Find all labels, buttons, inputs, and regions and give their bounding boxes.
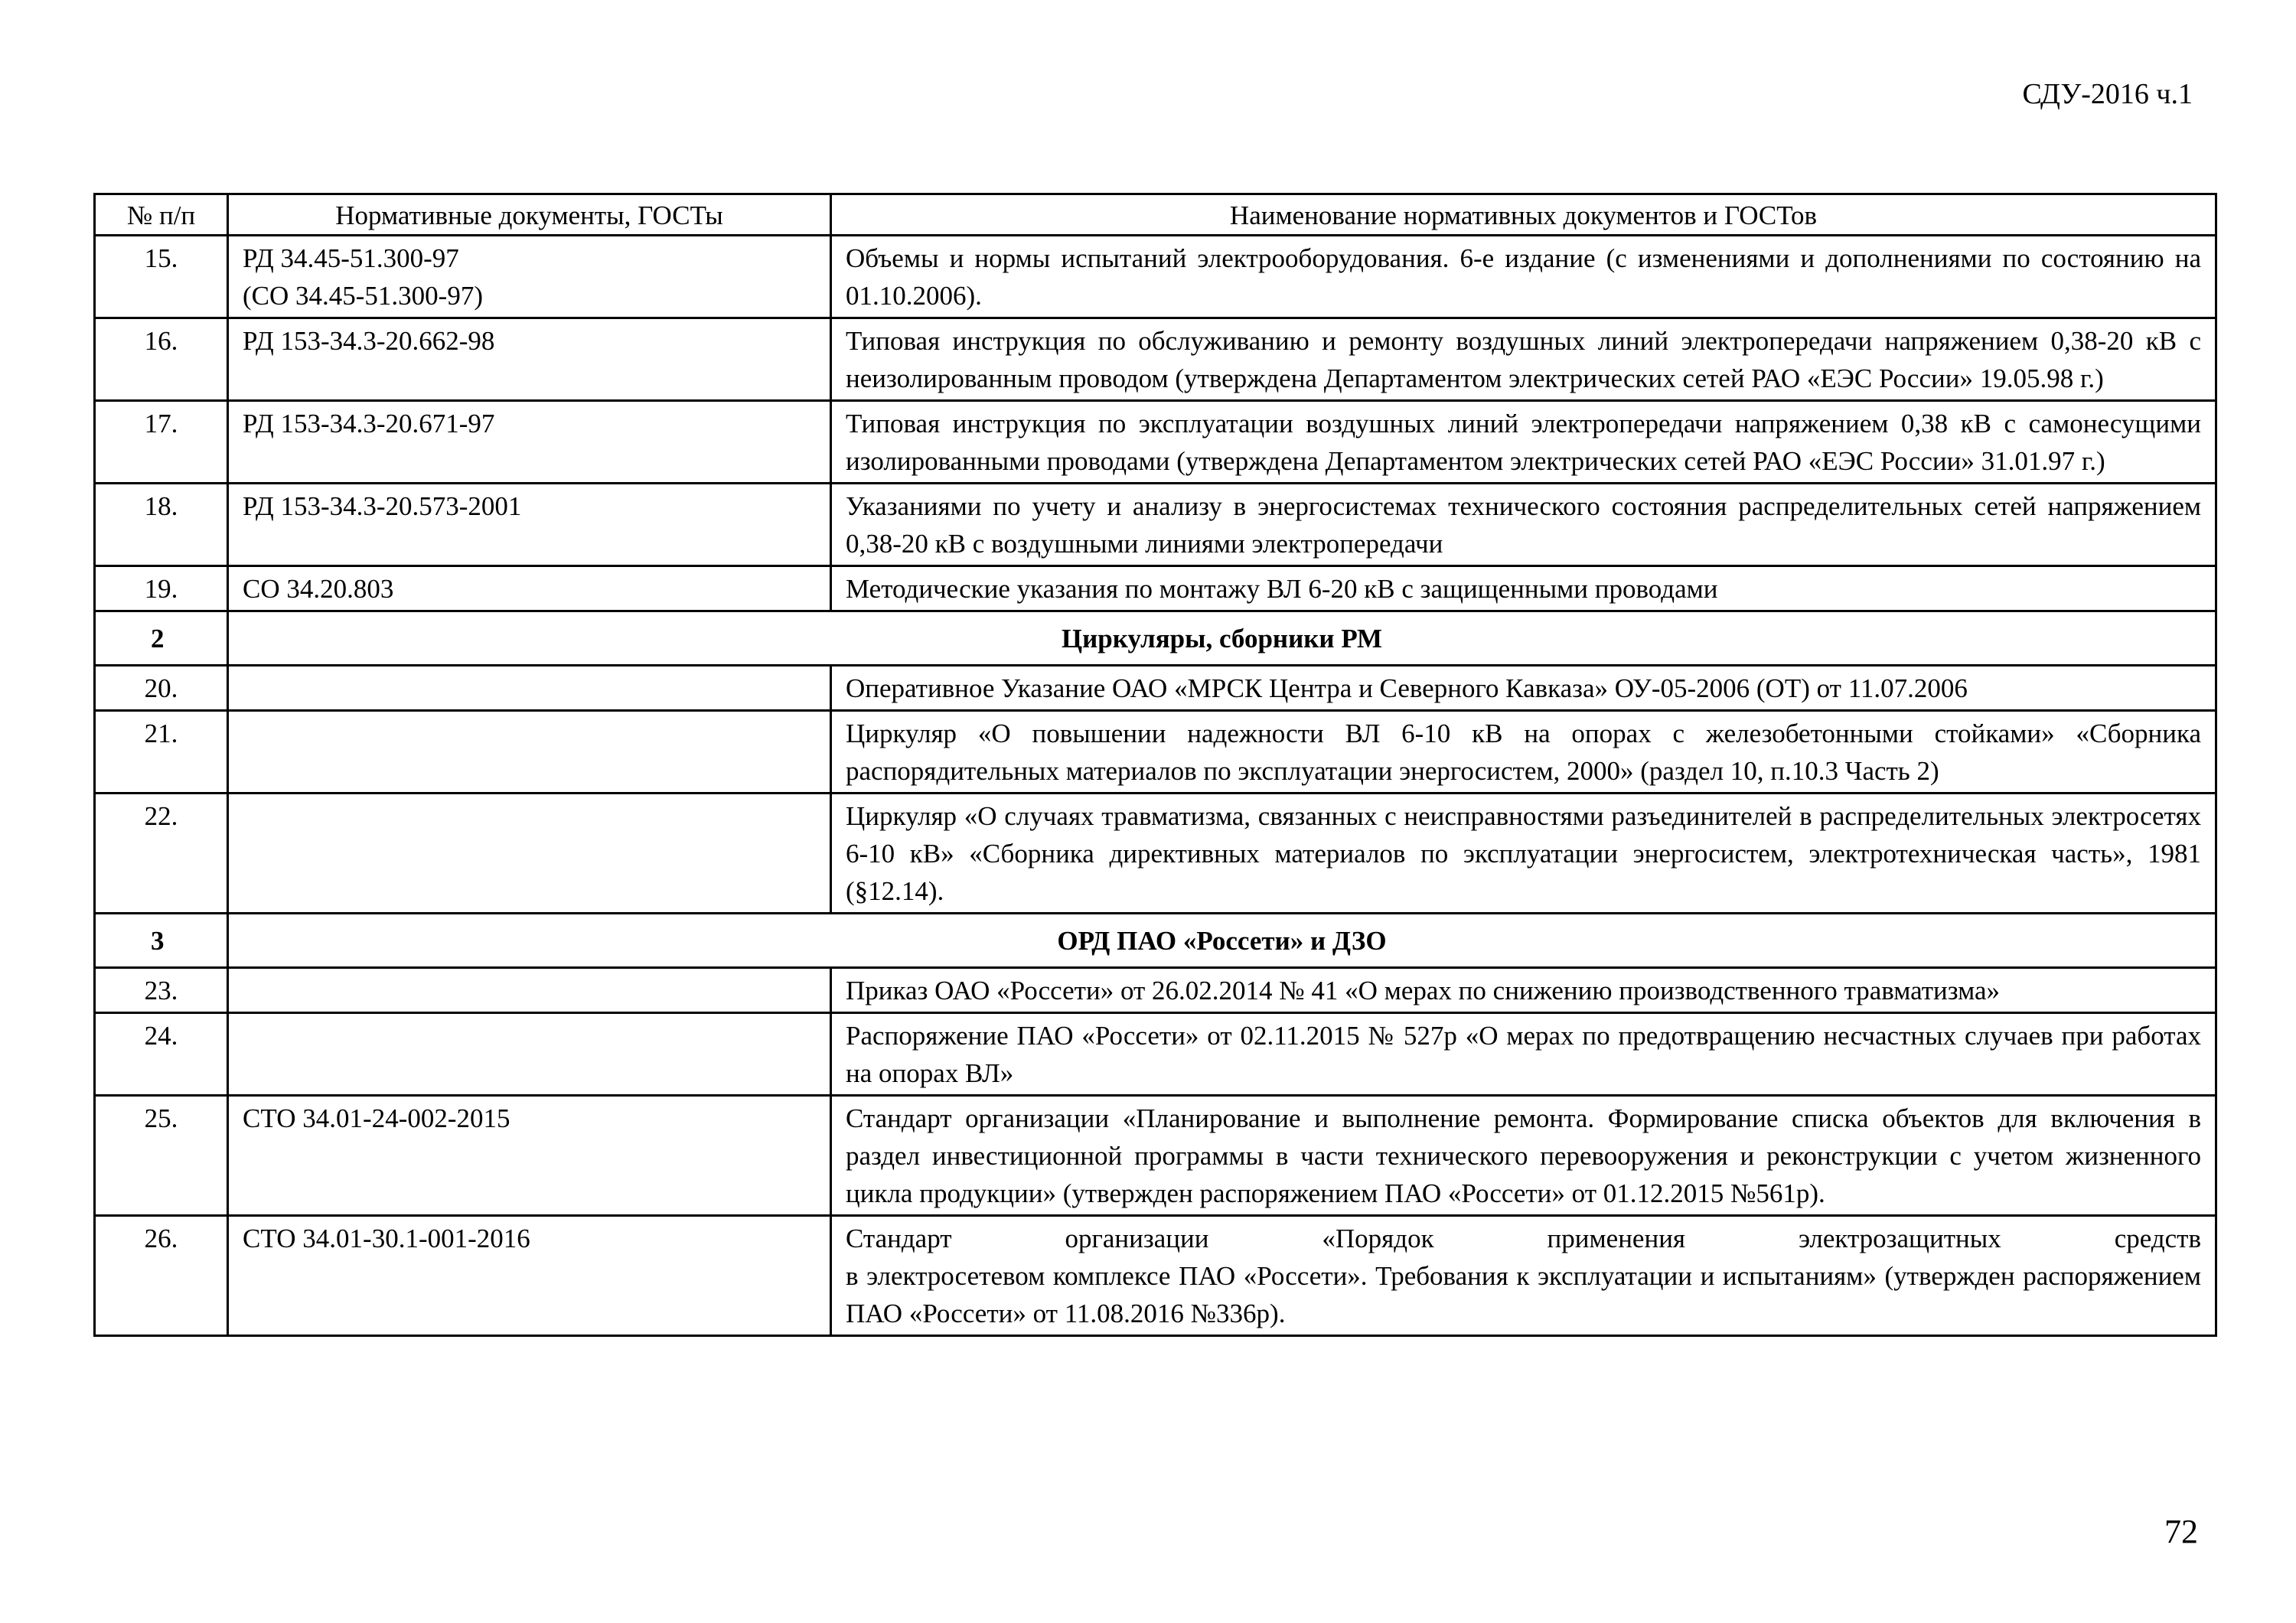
table-row — [95, 484, 2216, 566]
document-code-header: СДУ-2016 ч.1 — [2022, 78, 2193, 110]
row-number: 20. — [95, 666, 228, 711]
document-code — [228, 968, 831, 1013]
table-row — [95, 968, 2216, 1013]
document-code: СО 34.20.803 — [228, 566, 831, 611]
document-code-cell — [228, 236, 831, 318]
document-name: Типовая инструкция по обслуживанию и ремонту воздушных линий электропередачи напряжением 0,38-20 кВ с неизолированным проводом (утверждена Департаментом электрических сетей РАО «ЕЭС России» 19.05.98 г.) — [831, 318, 2216, 401]
table-row — [95, 401, 2216, 484]
document-name: Типовая инструкция по эксплуатации воздушных линий электропередачи напряжением 0,38 кВ с самонесущими изолированными проводами (утверждена Департаментом электрических сетей РАО «ЕЭС России» 31.01.97 г.) — [831, 401, 2216, 484]
column-header-names: Наименование нормативных документов и ГОСТов — [831, 194, 2216, 236]
document-name: Стандарт организации «Планирование и выполнение ремонта. Формирование списка объектов для включения в раздел инвестиционной программы в части технического перевооружения и реконструкции с учетом жизненного цикла продукции» (утвержден распоряжением ПАО «Россети» от 01.12.2015 №561р). — [831, 1096, 2216, 1216]
document-name: Методические указания по монтажу ВЛ 6-20 кВ с защищенными проводами — [831, 566, 2216, 611]
document-name: Распоряжение ПАО «Россети» от 02.11.2015 № 527р «О мерах по предотвращению несчастных случаев при работах на опорах ВЛ» — [831, 1013, 2216, 1096]
row-number: 25. — [95, 1096, 228, 1216]
table-row — [95, 666, 2216, 711]
row-number: 15. — [95, 236, 228, 318]
table-row — [95, 318, 2216, 401]
page-number: 72 — [2164, 1513, 2198, 1550]
document-name: Указаниями по учету и анализу в энергосистемах технического состояния распределительных сетей напряжением 0,38-20 кВ с воздушными линиями электропередачи — [831, 484, 2216, 566]
document-code: РД 34.45-51.300-97 — [243, 243, 459, 273]
table-row — [95, 1216, 2216, 1336]
document-name: Циркуляр «О повышении надежности ВЛ 6-10 кВ на опорах с железобетонными стойками» «Сборника распорядительных материалов по эксплуатации энергосистем, 2000» (раздел 10, п.10.3 Часть 2) — [831, 711, 2216, 794]
column-header-number: № п/п — [95, 194, 228, 236]
document-code — [228, 711, 831, 794]
table-row — [95, 236, 2216, 318]
document-code: СТО 34.01-30.1-001-2016 — [228, 1216, 831, 1336]
table-row — [95, 1013, 2216, 1096]
row-number: 22. — [95, 794, 228, 914]
document-name-cell — [831, 1216, 2216, 1336]
table-row — [95, 1096, 2216, 1216]
section-title: Циркуляры, сборники РМ — [228, 611, 2216, 666]
section-row — [95, 914, 2216, 968]
section-title: ОРД ПАО «Россети» и ДЗО — [228, 914, 2216, 968]
document-name: Объемы и нормы испытаний электрооборудования. 6-е издание (с изменениями и дополнениями по состоянию на 01.10.2006). — [831, 236, 2216, 318]
document-code: РД 153-34.3-20.671-97 — [228, 401, 831, 484]
row-number: 24. — [95, 1013, 228, 1096]
row-number: 23. — [95, 968, 228, 1013]
row-number: 26. — [95, 1216, 228, 1336]
table-row — [95, 711, 2216, 794]
row-number: 21. — [95, 711, 228, 794]
document-code — [228, 794, 831, 914]
section-number: 3 — [95, 914, 228, 968]
document-code — [228, 666, 831, 711]
table-row — [95, 566, 2216, 611]
document-code: СТО 34.01-24-002-2015 — [228, 1096, 831, 1216]
table-row — [95, 794, 2216, 914]
document-name-line-2: в электросетевом комплексе ПАО «Россети». Требования к эксплуатации и испытаниям» (утвержден распоряжением ПАО «Россети» от 11.08.2016 №336р). — [846, 1261, 2201, 1328]
row-number: 17. — [95, 401, 228, 484]
row-number: 16. — [95, 318, 228, 401]
section-number: 2 — [95, 611, 228, 666]
document-name-line-1: Стандарт организации «Порядок применения электрозащитных средств — [846, 1224, 2201, 1253]
column-header-documents: Нормативные документы, ГОСТы — [228, 194, 831, 236]
normative-documents-table — [93, 193, 2217, 1337]
document-name: Оперативное Указание ОАО «МРСК Центра и Северного Кавказа» ОУ-05-2006 (ОТ) от 11.07.2006 — [831, 666, 2216, 711]
document-name: Циркуляр «О случаях травматизма, связанных с неисправностями разъединителей в распределительных электросетях 6-10 кВ» «Сборника директивных материалов по эксплуатации энергосистем, электротехническая часть», 1981 (§12.14). — [831, 794, 2216, 914]
document-code: РД 153-34.3-20.662-98 — [228, 318, 831, 401]
document-name: Приказ ОАО «Россети» от 26.02.2014 № 41 «О мерах по снижению производственного травматизма» — [831, 968, 2216, 1013]
section-row — [95, 611, 2216, 666]
document-code-alt: (СО 34.45-51.300-97) — [243, 281, 483, 311]
row-number: 19. — [95, 566, 228, 611]
row-number: 18. — [95, 484, 228, 566]
document-code — [228, 1013, 831, 1096]
document-code: РД 153-34.3-20.573-2001 — [228, 484, 831, 566]
table-header-row — [95, 194, 2216, 236]
